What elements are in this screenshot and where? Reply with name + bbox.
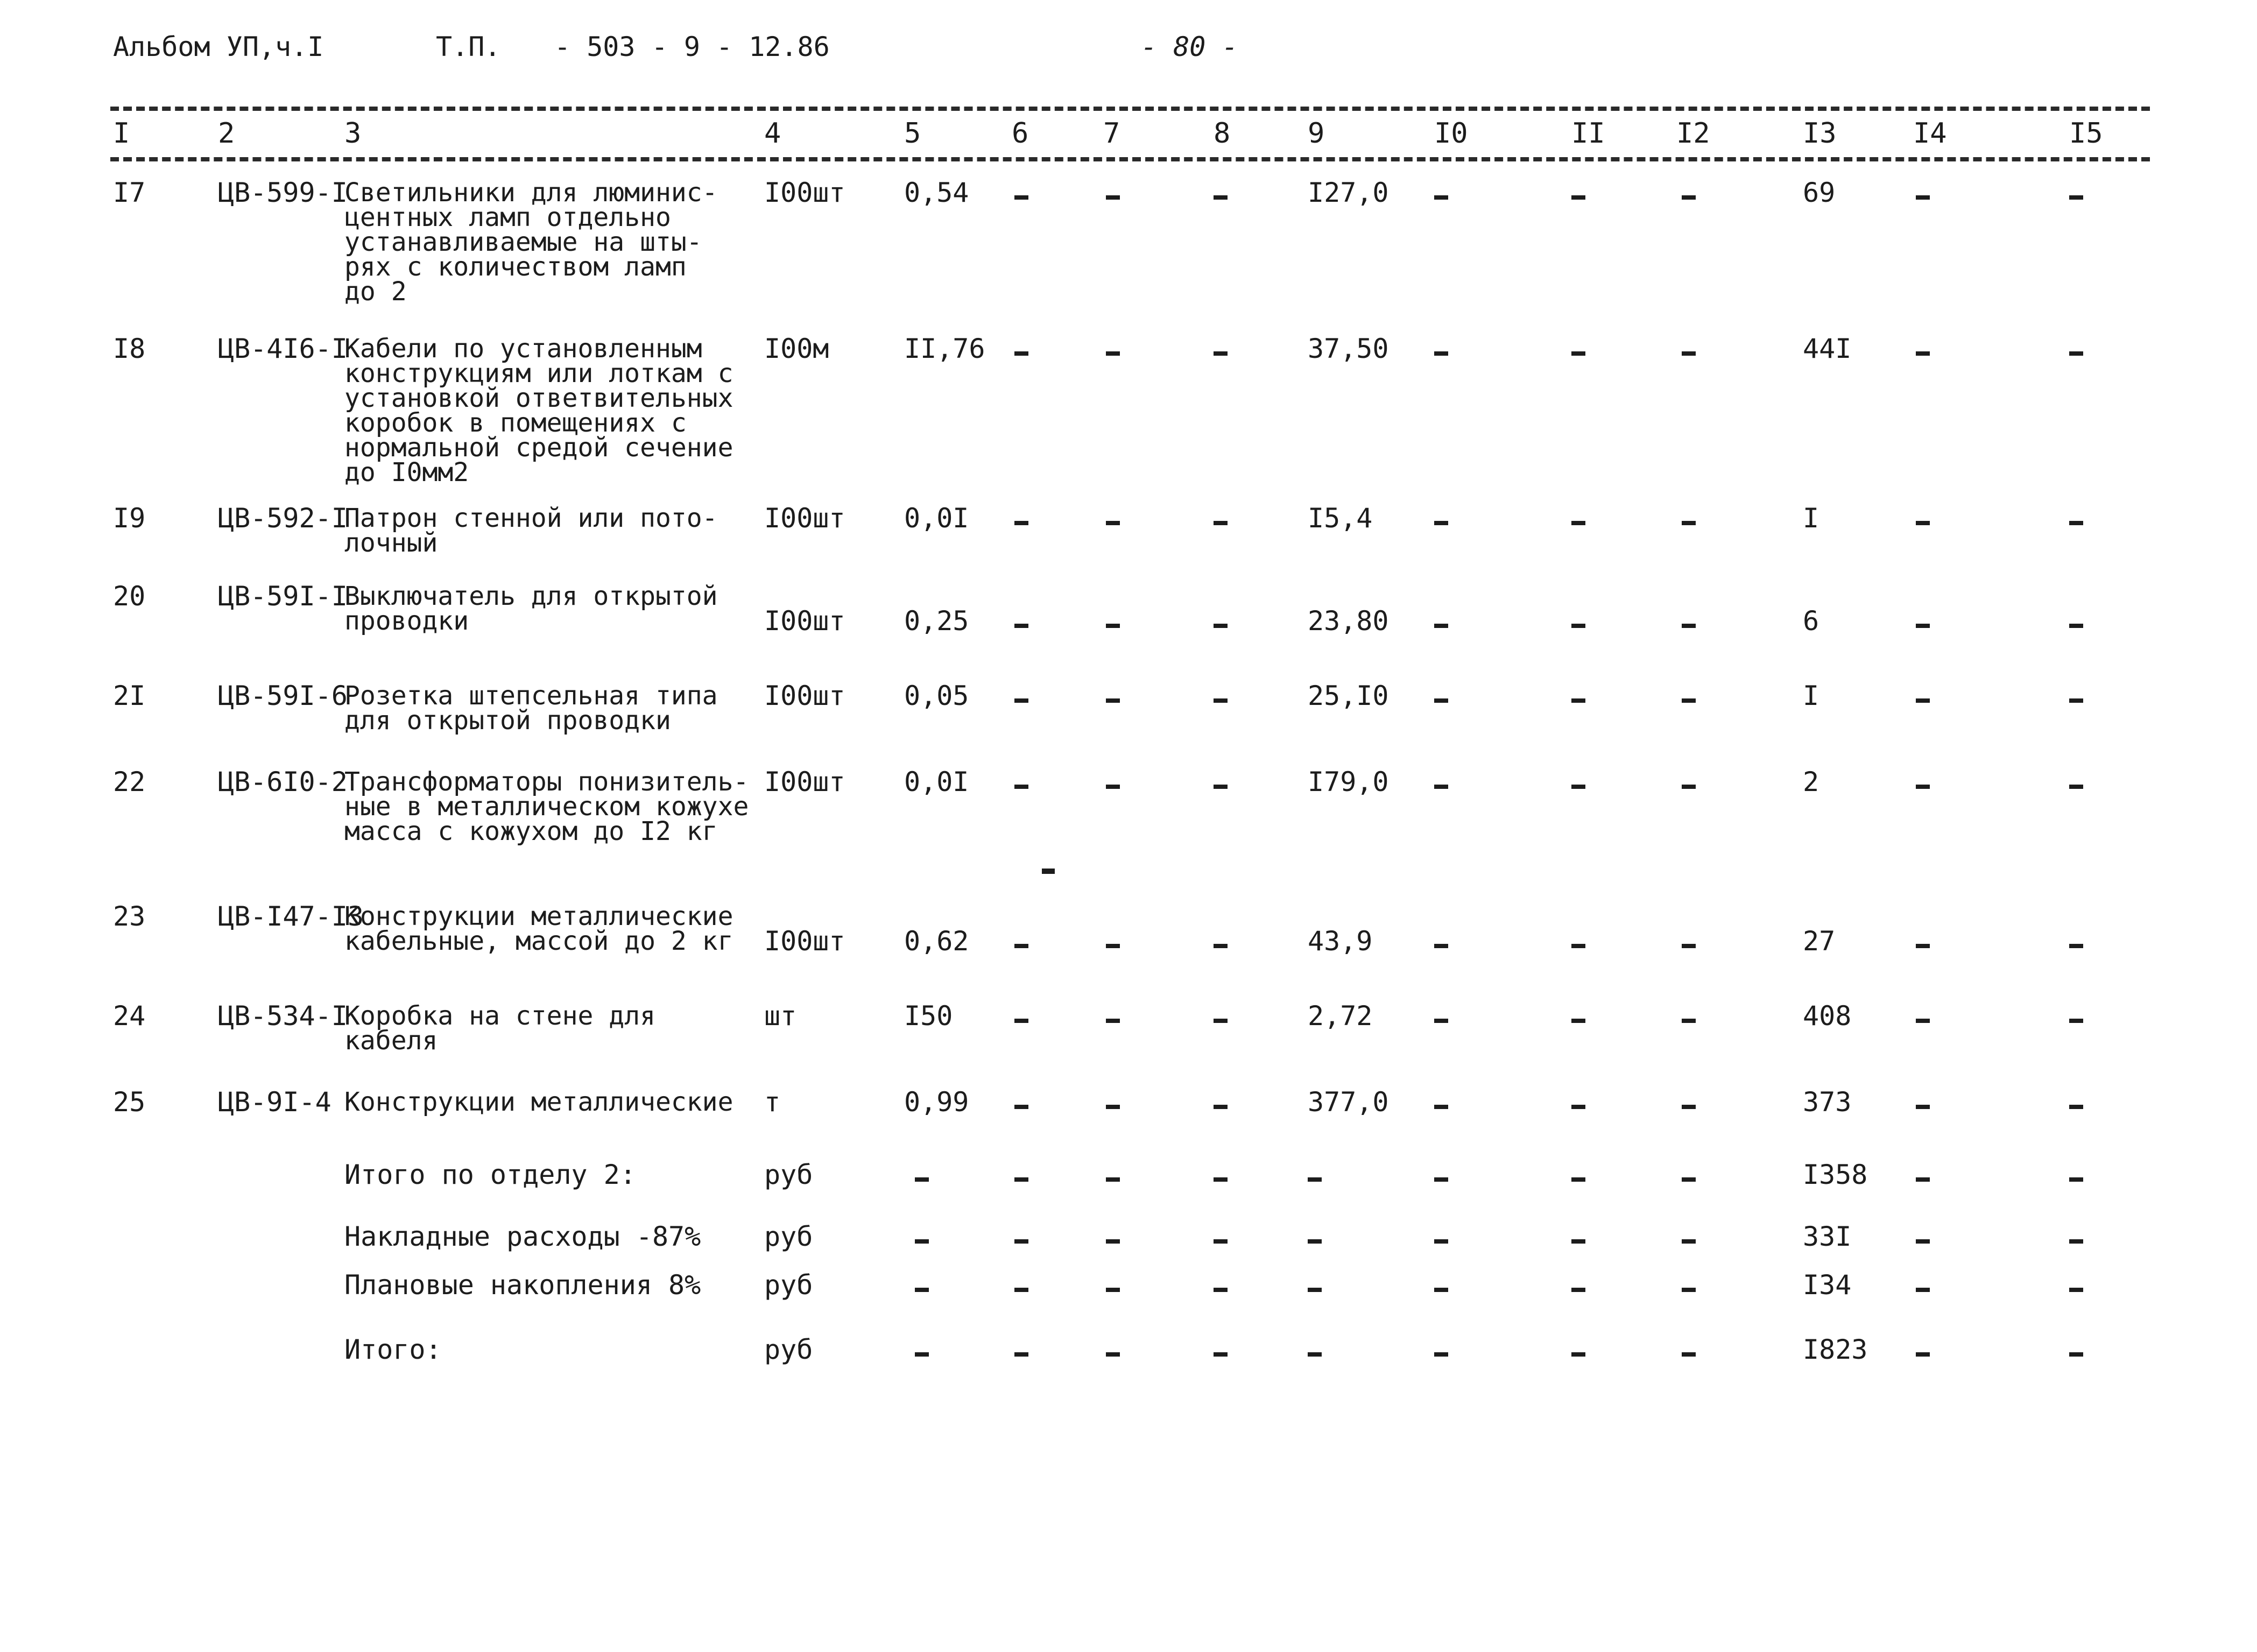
row-code: ЦВ-6I0-2 [218,766,348,797]
totals-col-14-dash [1916,1177,1930,1182]
table-header-rule [110,157,2150,161]
row-col-14-dash [1916,1105,1930,1109]
row-unit: т [764,1086,781,1118]
page-number: - 80 - [1141,31,1238,62]
totals-label: Плановые накопления 8% [344,1269,701,1301]
row-col-13: 408 [1803,1000,1852,1032]
row-col-10-dash [1434,944,1448,948]
row-col-13: 2 [1803,766,1819,797]
row-col-11-dash [1571,1019,1585,1023]
totals-col-5-dash [915,1177,929,1182]
row-col-9: 377,0 [1308,1086,1389,1118]
row-col-14-dash [1916,195,1930,200]
row-col-10-dash [1434,785,1448,789]
row-col-14-dash [1916,624,1930,628]
totals-label: Итого: [344,1334,442,1365]
row-col-11-dash [1571,944,1585,948]
row-col-8-dash [1214,521,1228,525]
row-col-8-dash [1214,195,1228,200]
totals-col-8-dash [1214,1352,1228,1357]
row-col-11-dash [1571,624,1585,628]
row-col-9: 43,9 [1308,926,1373,957]
row-col-12-dash [1682,1105,1696,1109]
row-col-8-dash [1214,944,1228,948]
totals-col-15-dash [2069,1239,2083,1244]
totals-col-14-dash [1916,1352,1930,1357]
totals-col-6-dash [1014,1177,1028,1182]
totals-label: Накладные расходы -87% [344,1221,701,1252]
column-header-4: 4 [764,117,781,150]
totals-col-11-dash [1571,1177,1585,1182]
column-header-1: I [113,117,130,150]
row-number: I8 [113,333,146,364]
row-col-10-dash [1434,698,1448,703]
row-col-14-dash [1916,1019,1930,1023]
row-description: Выключатель для открытой проводки [344,581,718,636]
row-col-7-dash [1106,195,1120,200]
totals-col-7-dash [1106,1288,1120,1292]
totals-col-14-dash [1916,1239,1930,1244]
row-col-14-dash [1916,521,1930,525]
row-unit: шт [764,1000,797,1032]
row-col-14-dash [1916,698,1930,703]
totals-col-9-dash [1308,1288,1322,1292]
totals-col-15-dash [2069,1177,2083,1182]
row-code: ЦВ-9I-4 [218,1086,332,1118]
column-header-3: 3 [344,117,362,150]
row-col-7-dash [1106,1019,1120,1023]
row-unit: I00шт [764,680,845,711]
column-header-13: I3 [1803,117,1837,150]
row-unit: I00м [764,333,829,364]
row-col-10-dash [1434,1019,1448,1023]
row-col-7-dash [1106,521,1120,525]
totals-col-11-dash [1571,1352,1585,1357]
row-description: Трансформаторы понизитель- ные в металлическом кожухе масса с кожухом до I2 кг [344,767,749,846]
row-col-6-dash [1014,698,1028,703]
row-col-8-dash [1214,698,1228,703]
row-col-13: I [1803,503,1819,534]
row-col-6-dash [1014,351,1028,356]
row-code: ЦВ-4I6-I [218,333,348,364]
row-number: 20 [113,581,146,612]
totals-col-12-dash [1682,1288,1696,1292]
totals-value: I358 [1803,1159,1868,1190]
row-col-8-dash [1214,624,1228,628]
totals-value: 33I [1803,1221,1852,1252]
row-col-12-dash [1682,785,1696,789]
row-col-11-dash [1571,698,1585,703]
totals-col-15-dash [2069,1288,2083,1292]
row-col-14-dash [1916,944,1930,948]
row-description: Конструкции металлические [344,1087,733,1117]
row-number: 23 [113,901,146,932]
row-col-5: II,76 [904,333,985,364]
totals-label: Итого по отделу 2: [344,1159,636,1190]
totals-col-6-dash [1014,1288,1028,1292]
row-number: I9 [113,503,146,534]
totals-col-8-dash [1214,1239,1228,1244]
totals-col-5-dash [915,1352,929,1357]
totals-col-7-dash [1106,1177,1120,1182]
row-col-12-dash [1682,1019,1696,1023]
row-col-15-dash [2069,521,2083,525]
row-number: I7 [113,177,146,208]
totals-unit: руб [764,1269,813,1301]
totals-col-8-dash [1214,1177,1228,1182]
row-col-11-dash [1571,521,1585,525]
row-col-9: 2,72 [1308,1000,1373,1032]
row-col-6-dash [1014,195,1028,200]
totals-col-5-dash [915,1239,929,1244]
row-number: 25 [113,1086,146,1118]
row-col-15-dash [2069,1105,2083,1109]
row-unit: I00шт [764,503,845,534]
row-col-9: 25,I0 [1308,680,1389,711]
row-col-5: 0,0I [904,766,969,797]
row-col-7-dash [1106,1105,1120,1109]
row-col-13: 6 [1803,605,1819,637]
row-col-8-dash [1214,785,1228,789]
row-col-14-dash [1916,785,1930,789]
column-header-11: II [1571,117,1605,150]
project-code: - 503 - 9 - 12.86 [554,31,830,62]
totals-col-9-dash [1308,1352,1322,1357]
totals-col-11-dash [1571,1288,1585,1292]
totals-col-12-dash [1682,1352,1696,1357]
row-col-15-dash [2069,1019,2083,1023]
row-col-15-dash [2069,624,2083,628]
column-header-8: 8 [1214,117,1231,150]
row-col-6-dash [1014,944,1028,948]
row-col-6-dash [1014,624,1028,628]
totals-value: I34 [1803,1269,1852,1301]
totals-col-12-dash [1682,1177,1696,1182]
row-col-13: 373 [1803,1086,1852,1118]
album-title: Альбом УП,ч.I [113,31,324,62]
totals-col-10-dash [1434,1239,1448,1244]
column-header-9: 9 [1308,117,1325,150]
column-header-12: I2 [1676,117,1710,150]
row-col-9: 23,80 [1308,605,1389,637]
row-code: ЦВ-I47-I3 [218,901,364,932]
column-header-2: 2 [218,117,235,150]
row-col-9: 37,50 [1308,333,1389,364]
row-col-5: 0,54 [904,177,969,208]
totals-col-10-dash [1434,1177,1448,1182]
row-col-10-dash [1434,351,1448,356]
totals-col-15-dash [2069,1352,2083,1357]
totals-col-6-dash [1014,1352,1028,1357]
row-code: ЦВ-59I-I [218,581,348,612]
row-col-12-dash [1682,624,1696,628]
row-col-13: 69 [1803,177,1836,208]
row-col-6-dash [1014,521,1028,525]
row-col-15-dash [2069,698,2083,703]
row-col-10-dash [1434,521,1448,525]
row-description: Конструкции металлические кабельные, массой до 2 кг [344,901,733,956]
totals-col-5-dash [915,1288,929,1292]
column-header-7: 7 [1103,117,1120,150]
row-col-12-dash [1682,351,1696,356]
totals-value: I823 [1803,1334,1868,1365]
row-col-6-dash [1014,1019,1028,1023]
row-col-7-dash [1106,351,1120,356]
row-col-15-dash [2069,195,2083,200]
totals-col-6-dash [1014,1239,1028,1244]
row-col-7-dash [1106,785,1120,789]
row-code: ЦВ-59I-6 [218,680,348,711]
row-col-8-dash [1214,351,1228,356]
totals-col-8-dash [1214,1288,1228,1292]
totals-col-12-dash [1682,1239,1696,1244]
row-col-5: 0,0I [904,503,969,534]
row-unit: I00шт [764,605,845,637]
stray-dash-mark [1042,869,1055,874]
row-unit: I00шт [764,766,845,797]
totals-col-10-dash [1434,1352,1448,1357]
row-col-9: I27,0 [1308,177,1389,208]
row-description: Кабели по установленным конструкциям или лоткам с установкой ответвительных коробок в помещениях с нормальной средой сечение до I0мм2 [344,334,733,488]
row-col-13: 27 [1803,926,1836,957]
row-col-8-dash [1214,1105,1228,1109]
row-col-5: 0,99 [904,1086,969,1118]
row-col-15-dash [2069,351,2083,356]
row-col-5: 0,05 [904,680,969,711]
row-col-13: 44I [1803,333,1852,364]
row-col-15-dash [2069,944,2083,948]
row-col-5: 0,62 [904,926,969,957]
row-col-6-dash [1014,1105,1028,1109]
table-top-rule [110,107,2150,111]
row-number: 24 [113,1000,146,1032]
row-col-7-dash [1106,944,1120,948]
totals-col-9-dash [1308,1177,1322,1182]
row-col-14-dash [1916,351,1930,356]
column-header-15: I5 [2069,117,2103,150]
totals-unit: руб [764,1221,813,1252]
row-col-13: I [1803,680,1819,711]
row-col-6-dash [1014,785,1028,789]
totals-unit: руб [764,1159,813,1190]
row-description: Розетка штепсельная типа для открытой проводки [344,681,718,736]
row-col-12-dash [1682,944,1696,948]
column-header-5: 5 [904,117,921,150]
row-code: ЦВ-592-I [218,503,348,534]
totals-col-14-dash [1916,1288,1930,1292]
totals-col-7-dash [1106,1352,1120,1357]
totals-col-10-dash [1434,1288,1448,1292]
row-col-12-dash [1682,521,1696,525]
tp-label: Т.П. [436,31,501,62]
column-header-10: I0 [1434,117,1468,150]
totals-unit: руб [764,1334,813,1365]
row-description: Патрон стенной или пото- лочный [344,503,718,558]
row-col-11-dash [1571,195,1585,200]
row-description: Светильники для люминис- центных ламп отдельно устанавливаемые на шты- рях с количеством ламп до 2 [344,178,718,307]
totals-col-11-dash [1571,1239,1585,1244]
column-header-6: 6 [1012,117,1029,150]
row-col-5: I50 [904,1000,953,1032]
totals-col-9-dash [1308,1239,1322,1244]
row-col-8-dash [1214,1019,1228,1023]
row-code: ЦВ-599-I [218,177,348,208]
row-col-15-dash [2069,785,2083,789]
row-number: 22 [113,766,146,797]
row-col-9: I5,4 [1308,503,1373,534]
row-unit: I00шт [764,926,845,957]
row-col-12-dash [1682,698,1696,703]
row-unit: I00шт [764,177,845,208]
totals-col-7-dash [1106,1239,1120,1244]
row-col-11-dash [1571,1105,1585,1109]
column-header-14: I4 [1913,117,1947,150]
row-col-11-dash [1571,351,1585,356]
row-description: Коробка на стене для кабеля [344,1001,655,1056]
row-code: ЦВ-534-I [218,1000,348,1032]
row-col-11-dash [1571,785,1585,789]
row-col-10-dash [1434,624,1448,628]
row-col-9: I79,0 [1308,766,1389,797]
row-col-10-dash [1434,195,1448,200]
row-col-10-dash [1434,1105,1448,1109]
row-col-12-dash [1682,195,1696,200]
row-col-5: 0,25 [904,605,969,637]
row-col-7-dash [1106,624,1120,628]
row-col-7-dash [1106,698,1120,703]
row-number: 2I [113,680,146,711]
